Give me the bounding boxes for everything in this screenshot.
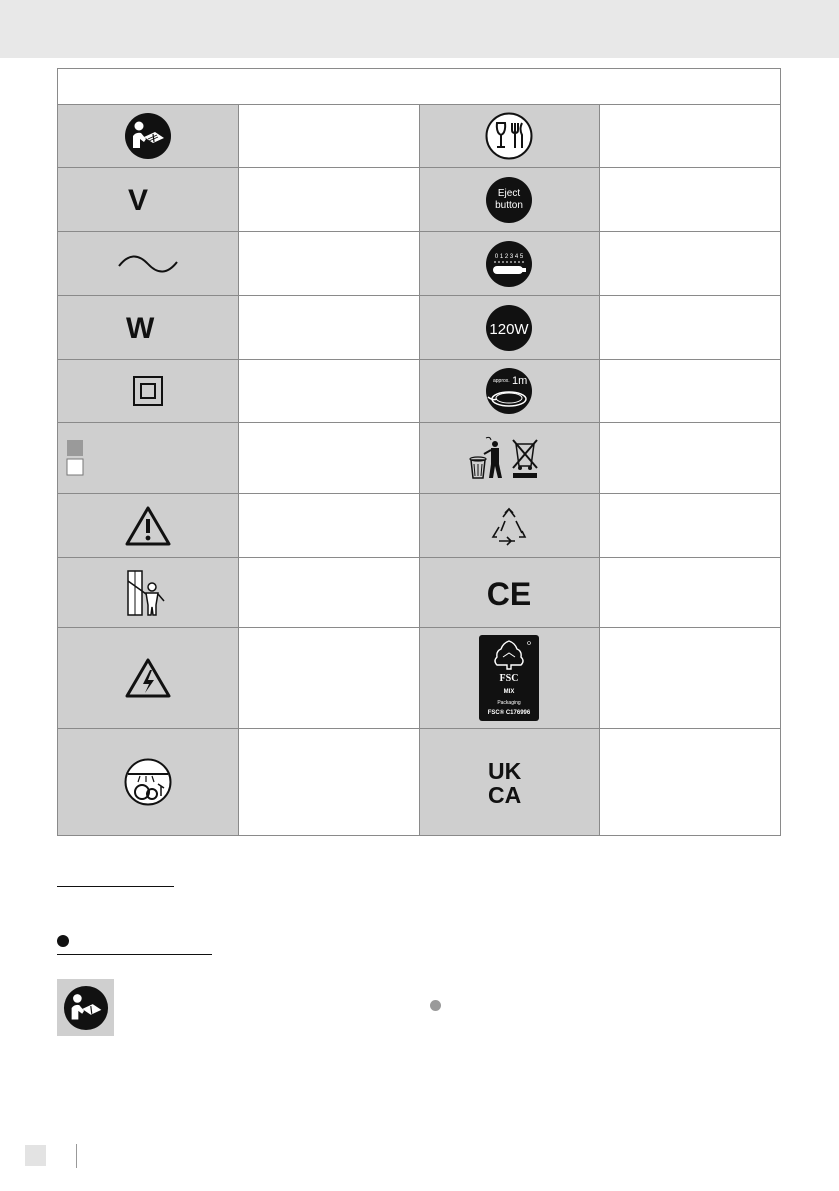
icon-cell xyxy=(58,168,239,232)
text-cell xyxy=(238,105,419,168)
icon-cell xyxy=(58,558,239,628)
food-safe-icon xyxy=(485,112,533,160)
table-row xyxy=(58,494,781,558)
text-cell xyxy=(600,105,781,168)
svg-text:CE: CE xyxy=(487,575,532,612)
eject-button-icon xyxy=(485,176,533,224)
table-row xyxy=(58,423,781,494)
do-not-cover-icon xyxy=(124,758,172,806)
cable-length-icon xyxy=(485,367,533,415)
icon-cell xyxy=(58,360,239,423)
icon-cell xyxy=(419,494,600,558)
symbols-table xyxy=(57,68,781,836)
icon-cell xyxy=(419,232,600,296)
icon-cell xyxy=(58,423,239,494)
alternating-current-icon xyxy=(117,252,179,276)
warning-triangle-icon xyxy=(125,506,171,546)
waste-disposal-icon xyxy=(469,436,549,480)
text-cell xyxy=(600,494,781,558)
text-cell xyxy=(238,628,419,729)
svg-text:Packaging: Packaging xyxy=(497,700,522,706)
svg-text:W: W xyxy=(125,311,155,345)
text-cell xyxy=(238,558,419,628)
icon-cell xyxy=(58,105,239,168)
table-row xyxy=(58,232,781,296)
text-cell xyxy=(238,296,419,360)
svg-text:1m: 1m xyxy=(512,375,528,387)
text-cell xyxy=(600,558,781,628)
electric-shock-warning-icon xyxy=(125,658,171,698)
icon-cell xyxy=(419,296,600,360)
protection-class-ii-icon xyxy=(133,376,163,406)
ukca-mark-icon xyxy=(484,757,534,807)
text-cell xyxy=(600,232,781,296)
table-row xyxy=(58,105,781,168)
table-row xyxy=(58,168,781,232)
icon-cell xyxy=(419,168,600,232)
svg-text:UK: UK xyxy=(488,758,522,784)
text-cell xyxy=(600,423,781,494)
svg-text:button: button xyxy=(495,199,524,211)
text-cell xyxy=(238,729,419,836)
icon-cell xyxy=(58,729,239,836)
icon-cell xyxy=(58,494,239,558)
text-cell xyxy=(600,729,781,836)
icon-cell xyxy=(419,423,600,494)
table-row xyxy=(58,729,781,836)
svg-text:approx.: approx. xyxy=(493,378,511,384)
subheading-underline xyxy=(57,954,212,955)
read-manual-icon xyxy=(63,985,109,1031)
icon-cell xyxy=(58,296,239,360)
svg-text:CA: CA xyxy=(488,782,522,808)
text-cell xyxy=(238,168,419,232)
table-title-row xyxy=(58,69,781,105)
text-cell xyxy=(238,360,419,423)
icon-cell xyxy=(58,628,239,729)
icon-cell xyxy=(419,628,600,729)
svg-text:MIX: MIX xyxy=(504,689,515,695)
watt-icon xyxy=(126,308,170,348)
text-cell xyxy=(238,232,419,296)
text-cell xyxy=(600,360,781,423)
text-cell xyxy=(600,296,781,360)
icon-cell xyxy=(419,105,600,168)
table-row xyxy=(58,558,781,628)
table-row xyxy=(58,628,781,729)
svg-text:Eject: Eject xyxy=(498,187,521,199)
page-header-band xyxy=(0,0,839,58)
volt-icon xyxy=(128,180,168,220)
text-cell xyxy=(600,168,781,232)
page-number-box xyxy=(25,1145,46,1166)
footer-divider xyxy=(76,1144,77,1168)
table-row xyxy=(58,360,781,423)
svg-text:0 1 2 3 4 5: 0 1 2 3 4 5 xyxy=(495,253,524,260)
svg-text:FSC® C176996: FSC® C176996 xyxy=(488,710,531,716)
color-squares-icon xyxy=(66,439,86,477)
text-cell xyxy=(238,494,419,558)
icon-cell xyxy=(419,360,600,423)
table-title-cell xyxy=(58,69,781,105)
read-manual-icon xyxy=(124,112,172,160)
fsc-logo-icon xyxy=(479,635,539,721)
text-cell xyxy=(600,628,781,729)
icon-cell xyxy=(419,558,600,628)
intro-icon-box xyxy=(57,979,114,1036)
svg-text:FSC: FSC xyxy=(499,673,519,684)
icon-cell xyxy=(419,729,600,836)
text-cell xyxy=(238,423,419,494)
note-bullet xyxy=(430,1000,441,1011)
table-row xyxy=(58,296,781,360)
child-safety-icon xyxy=(126,569,170,617)
ce-mark-icon xyxy=(487,575,531,611)
heat-settings-icon xyxy=(485,240,533,288)
power-120w-icon xyxy=(485,304,533,352)
heading-underline xyxy=(57,886,174,887)
icon-cell xyxy=(58,232,239,296)
section-bullet xyxy=(57,935,69,947)
svg-text:V: V xyxy=(127,183,148,217)
svg-text:120W: 120W xyxy=(489,320,529,338)
recycling-icon xyxy=(489,507,529,545)
